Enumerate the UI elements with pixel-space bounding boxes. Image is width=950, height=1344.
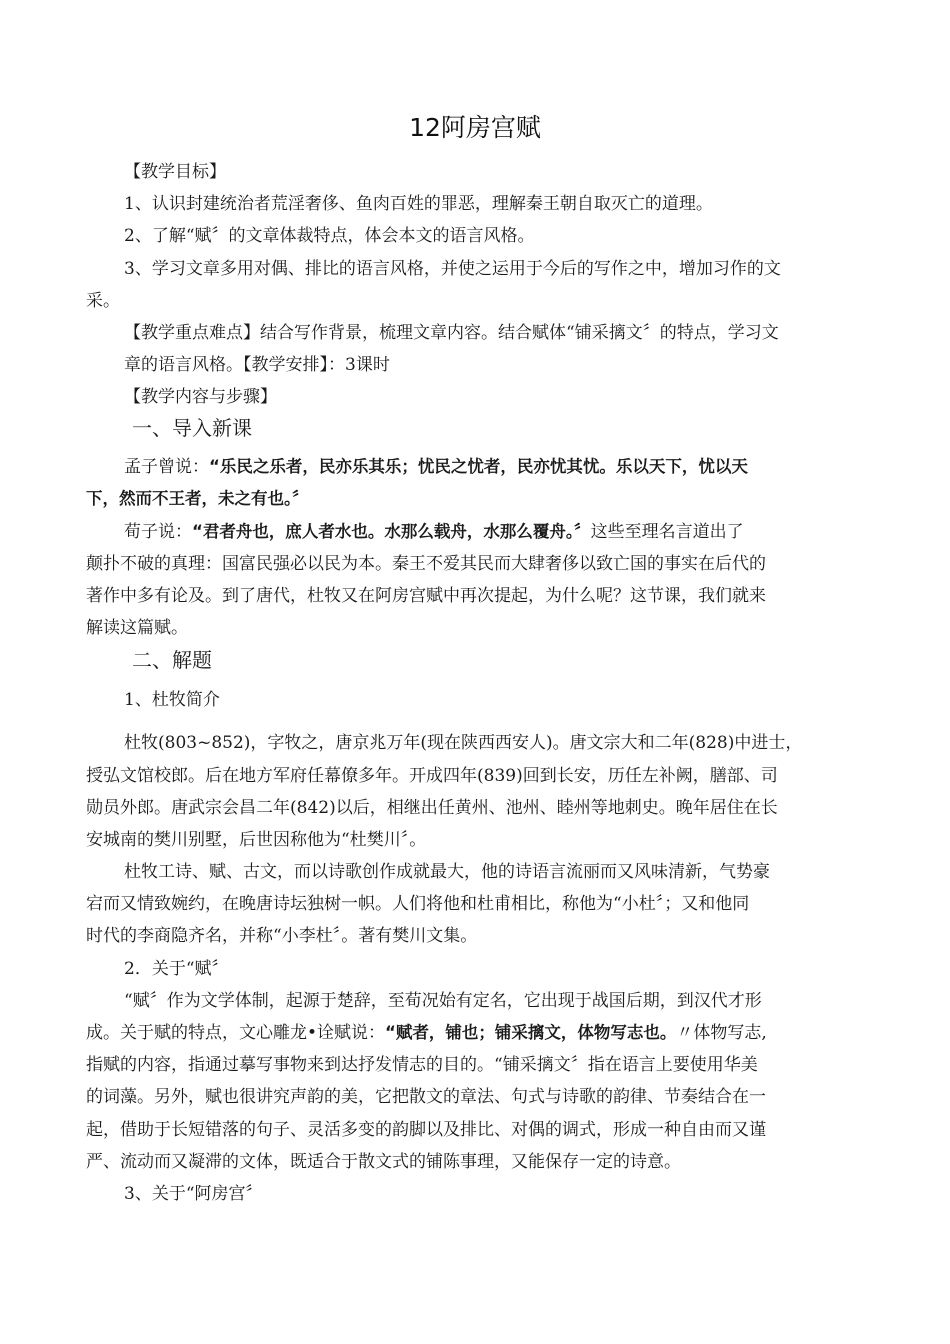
fu-text-5: 起，借助于长短错落的句子、灵活多变的韵脚以及排比、对偶的调式，形成一种自由而又谨: [86, 1120, 766, 1140]
du-mu-bio-4: 安城南的樊川别墅，后世因称他为“杜樊川〞。: [86, 830, 427, 850]
heading-explanation: 二、解题: [132, 648, 212, 672]
intro-text-1: 颠扑不破的真理：国富民强必以民为本。秦王不爱其民而大肆奢侈以致亡国的事实在后代的: [86, 554, 766, 574]
fu-lead: 成。关于赋的特点，文心雕龙•诠赋说：: [86, 1023, 386, 1043]
fu-text-4: 的词藻。另外，赋也很讲究声韵的美，它把散文的章法、句式与诗歌的韵律、节奏结合在一: [86, 1087, 766, 1107]
fu-text-3: 指赋的内容，指通过摹写事物来到达抒发情志的目的。“铺采摛文〞指在语言上要使用华美: [86, 1055, 758, 1075]
xunzi-quote: [124, 522, 866, 542]
section-label-steps: 【教学内容与步骤】: [124, 387, 277, 407]
xunzi-tail: 这些至理名言道出了: [590, 522, 744, 542]
heading-intro: 一、导入新课: [132, 416, 252, 440]
objective-1: 1、认识封建统治者荒淫奢侈、鱼肉百姓的罪恶，理解秦王朝自取灭亡的道理。: [124, 194, 713, 214]
key-points-cont: 章的语言风格。【教学安排】：3课时: [124, 355, 390, 375]
fu-text-6: 严、流动而又凝滞的文体，既适合于散文式的铺陈事理，又能保存一定的诗意。: [86, 1152, 681, 1172]
subheading-du-mu: 1、杜牧简介: [124, 690, 220, 710]
du-mu-bio-1: 杜牧(803~852)，字牧之，唐京兆万年(现在陕西西安人)。唐文宗大和二年(828)中进士，: [124, 733, 803, 753]
du-mu-works-3: 时代的李商隐齐名，并称“小李杜〞。著有樊川文集。: [86, 926, 478, 946]
document-title: 12阿房宫赋: [409, 113, 541, 142]
du-mu-bio-2: 授弘文馆校郎。后在地方军府任幕僚多年。开成四年(839)回到长安，历任左补阙，膳部、司: [86, 766, 778, 786]
intro-text-3: 解读这篇赋。: [86, 618, 188, 638]
mencius-quote: [124, 457, 866, 477]
mencius-quote-cont: 下，然而不王者，未之有也。〞: [86, 489, 309, 508]
du-mu-bio-3: 勋员外郎。唐武宗会昌二年(842)以后，相继出任黄州、池州、睦州等地刺史。晚年居住在长: [86, 798, 778, 818]
xunzi-quote-text: “君者舟也，庶人者水也。水那么载舟，水那么覆舟。〞: [192, 522, 591, 541]
xunzi-lead: 荀子说：: [124, 522, 192, 542]
section-label-objectives: 【教学目标】: [124, 162, 226, 182]
fu-tail: 〃体物写志,: [676, 1023, 767, 1043]
du-mu-works-1: 杜牧工诗、赋、古文，而以诗歌创作成就最大，他的诗语言流丽而又风味清新，气势豪: [124, 862, 770, 882]
objective-3-cont: 采。: [86, 291, 120, 311]
subheading-fu: 2．关于“赋〞: [124, 959, 229, 979]
mencius-lead: 孟子曾说：: [124, 457, 209, 477]
intro-text-2: 著作中多有论及。到了唐代，杜牧又在阿房宫赋中再次提起，为什么呢？这节课，我们就来: [86, 586, 766, 606]
du-mu-works-2: 宕而又情致婉约，在晚唐诗坛独树一帜。人们将他和杜甫相比，称他为“小杜〞；又和他同: [86, 894, 750, 914]
key-points: 【教学重点难点】结合写作背景，梳理文章内容。结合赋体“铺采摛文〞的特点，学习文: [124, 323, 779, 343]
objective-2: 2、了解“赋〞的文章体裁特点，体会本文的语言风格。: [124, 226, 535, 246]
objective-3: 3、学习文章多用对偶、排比的语言风格，并使之运用于今后的写作之中，增加习作的文: [124, 259, 781, 279]
fu-quote: “赋者，铺也；铺采摛文，体物写志也。: [385, 1023, 677, 1042]
fu-text-1: “赋〞作为文学体制，起源于楚辞，至荀况始有定名，它出现于战国后期，到汉代才形: [124, 991, 762, 1011]
subheading-epang-palace: 3、关于“阿房宫〞: [124, 1184, 263, 1204]
fu-text-2: [86, 1023, 866, 1043]
mencius-quote-text: “乐民之乐者，民亦乐其乐；忧民之忧者，民亦忧其忧。乐以天下，忧以天: [209, 457, 748, 476]
